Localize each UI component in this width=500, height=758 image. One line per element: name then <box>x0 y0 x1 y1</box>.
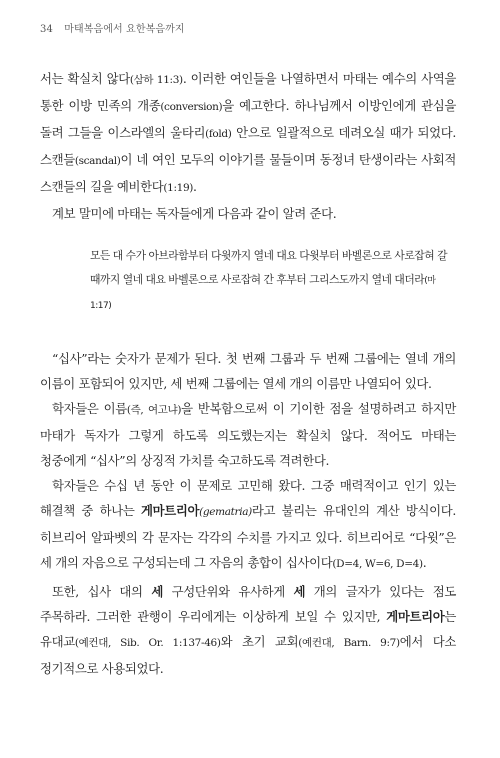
text-run: . <box>193 179 197 194</box>
text-run: “십사”라는 숫자가 문제가 된다. 첫 번째 그룹과 두 번째 그룹에는 열네 개의 이름이 포함되어 있지만, 세 번째 그룹에는 열세 개의 이름만 나열되어 있다. <box>40 351 456 391</box>
quote-reference: (마 1:17) <box>90 276 436 311</box>
running-title: 마태복음에서 요한복음까지 <box>64 24 185 35</box>
paragraph <box>40 66 456 201</box>
text-run: . <box>422 555 427 570</box>
inline-reference: (fold) <box>205 128 232 140</box>
text-run: 개의 글자가 있다는 점도 주목하라. 그러한 관행이 우리에게는 이상하게 보일 수 있지만, <box>40 584 456 624</box>
text-run: 이 네 여인 모두의 이야기를 물들이며 동정녀 탄생이라는 사회적 스캔들의 길을 예비한다 <box>40 152 456 194</box>
running-header <box>40 20 185 35</box>
inline-reference: (scandal) <box>74 155 121 167</box>
text-run: 계보 말미에 마태는 독자들에게 다음과 같이 알려 준다. <box>52 206 337 221</box>
body-text <box>40 66 456 681</box>
inline-reference: (conversion) <box>160 101 223 113</box>
text-run: 또한, 십사 대의 <box>52 584 152 599</box>
paragraph <box>40 579 456 681</box>
text-run: 학자들은 이름 <box>52 401 127 416</box>
inline-reference: (예컨대, Barn. 9:7) <box>298 637 400 649</box>
inline-reference: (즉, 여고냐) <box>126 404 182 416</box>
text-run: 을 반복함으로써 이 기이한 점을 설명하려고 하지만 마태가 독자가 그렇게 하도록 의도했는지는 확실치 않다. 적어도 마태는 청중에게 “십사”의 상징적 가치를 숙고하도록 격려한다. <box>40 401 456 468</box>
paragraph <box>40 201 456 226</box>
bold-term: 세 <box>293 584 306 599</box>
text-run: 학자들은 수십 년 동안 이 문제로 고민해 왔다. 그중 매력적이고 인기 있는 해결책 중 하나는 <box>40 478 456 518</box>
text-run: 안으로 일괄적으로 데려오실 때가 되었다. 스캔들 <box>40 125 456 167</box>
text-run: 을 예고한다. 하나님께서 이방인에게 관심을 돌려 그들을 이스라엘의 울타리 <box>40 98 456 140</box>
inline-reference: (예컨대, Sib. Or. 1:137-46) <box>74 637 221 649</box>
inline-reference: (1:19) <box>163 182 194 194</box>
inline-reference: (gematria) <box>199 506 252 518</box>
text-run: 와 초기 교회 <box>220 634 299 649</box>
block-quote <box>40 244 456 318</box>
text-run: 는 유대교 <box>40 609 456 649</box>
text-run: 서는 확실치 않다 <box>40 71 130 86</box>
bold-term: 게마트리아 <box>386 609 445 624</box>
text-run: 구성단위와 유사하게 <box>162 584 294 599</box>
paragraph <box>40 396 456 473</box>
page-number: 34 <box>40 24 53 35</box>
text-run: 에서 다소 정기적으로 사용되었다. <box>40 634 456 676</box>
paragraph <box>40 473 456 577</box>
text-run: . 이러한 여인들을 나열하면서 마태는 예수의 사역을 통한 이방 민족의 개종 <box>40 71 457 113</box>
inline-reference: (삼하 11:3) <box>129 74 183 86</box>
paragraph <box>40 346 456 396</box>
inline-reference: (D=4, W=6, D=4) <box>332 558 423 570</box>
text-run: 라고 불리는 유대인의 계산 방식이다. 히브리어 알파벳의 각 문자는 각각의 수치를 가지고 있다. 히브리어로 “다윗”은 세 개의 자음으로 구성되는데 그 자음의 총합이 십사이다 <box>40 503 457 570</box>
bold-term: 게마트리아 <box>141 503 200 518</box>
quote-text: 모든 대 수가 아브라함부터 다윗까지 열네 대요 다윗부터 바벨론으로 사로잡혀 갈 때까지 열네 대요 바벨론으로 사로잡혀 간 후부터 그리스도까지 열네 대더라 <box>90 249 447 286</box>
bold-term: 세 <box>151 584 163 599</box>
